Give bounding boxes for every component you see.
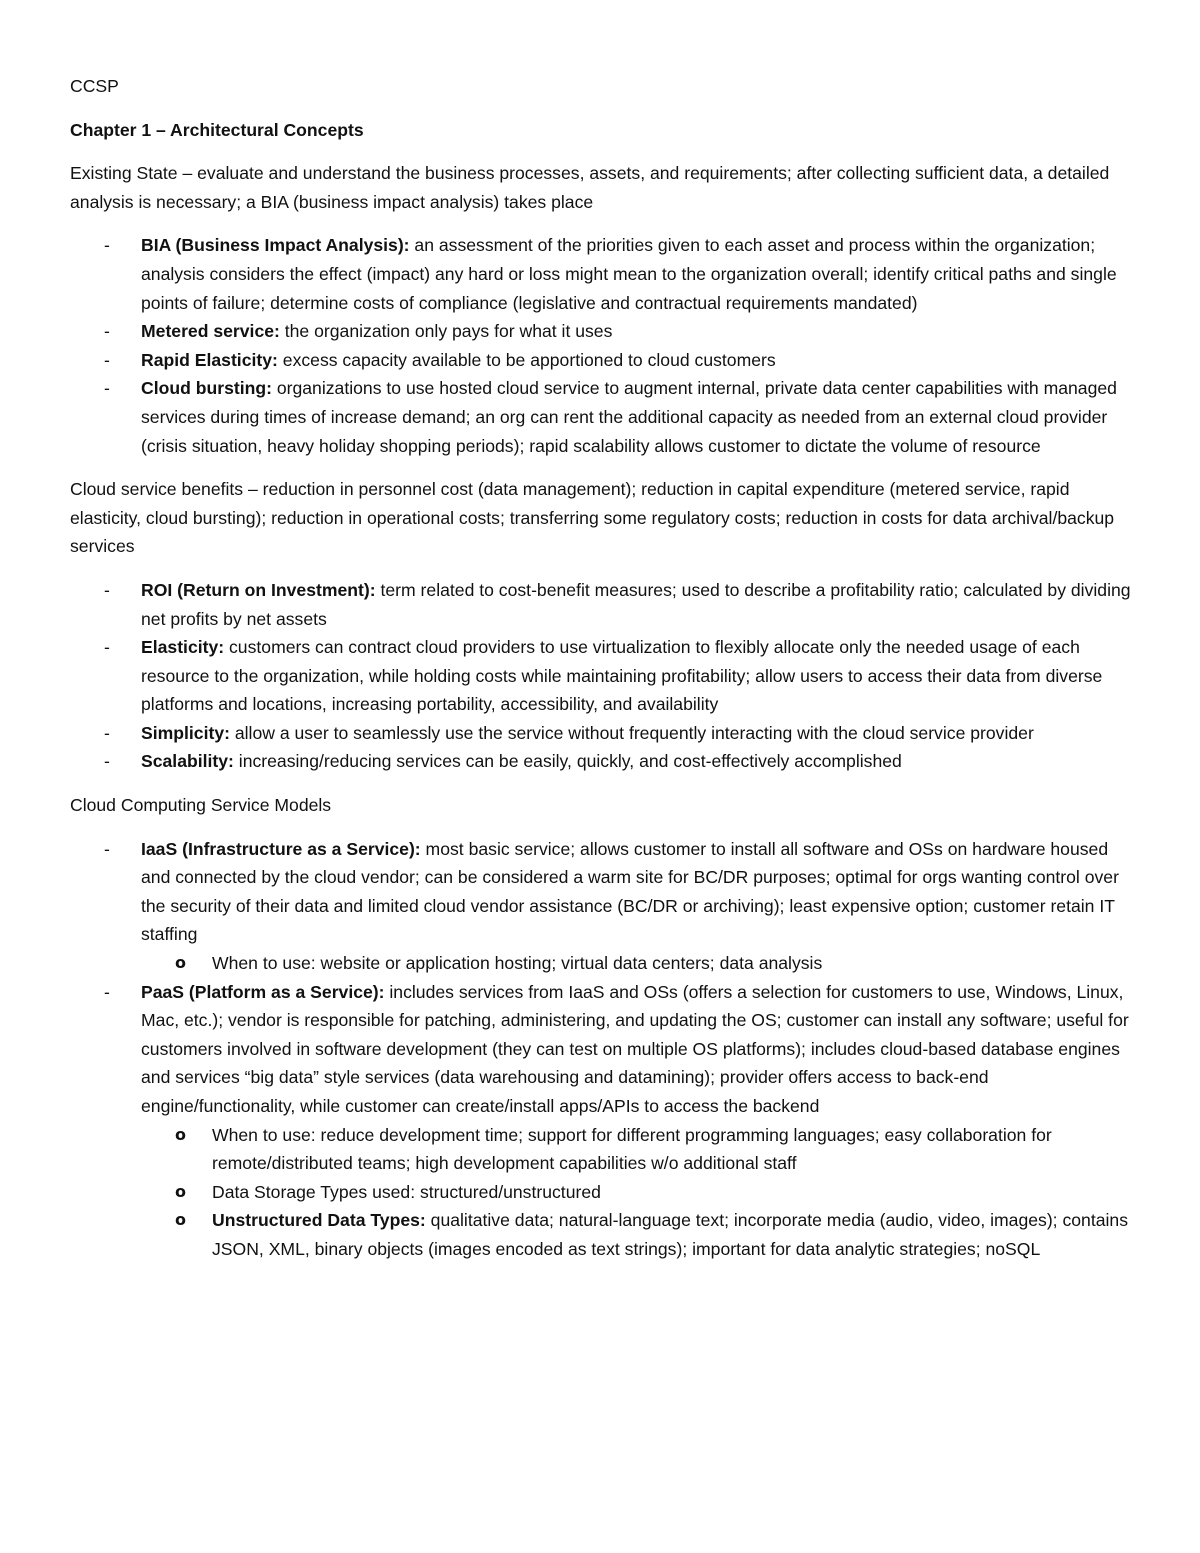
term-label: Elasticity: (141, 637, 225, 658)
sub-list (141, 949, 1132, 978)
dash-marker: - (104, 235, 110, 256)
dash-marker: - (104, 981, 110, 1002)
term-description: most basic service; allows customer to install all software and OSs on hardware housed and connected by the cloud vendor; can be considered a warm site for BC/DR purposes; optimal for orgs wanting control over the security of their data and limited cloud vendor assistance (BC/DR or archiving); least expensive option; customer retain IT staffing (141, 838, 1119, 945)
benefits-list (70, 576, 1132, 776)
sub-list (141, 1121, 1132, 1264)
term-description: customers can contract cloud providers to use virtualization to flexibly allocate only the needed usage of each resource to the organization, while holding costs while maintaining profitability; allow users to access their data from diverse platforms and locations, increasing portability, accessibility, and availability (141, 637, 1103, 715)
term-description: When to use: reduce development time; support for different programming languages; easy collaboration for remote/distributed teams; high development capabilities w/o additional staff (212, 1124, 1052, 1174)
term-label: Cloud bursting: (141, 378, 272, 399)
term-description: excess capacity available to be apportioned to cloud customers (277, 349, 776, 370)
sub-list-item (141, 1206, 1132, 1263)
term-label: PaaS (Platform as a Service): (141, 981, 385, 1002)
circle-bullet-marker: o (175, 1210, 186, 1230)
term-description: the organization only pays for what it uses (279, 321, 613, 342)
term-label: Scalability: (141, 751, 234, 772)
existing-state-list (70, 231, 1132, 460)
term-description: allow a user to seamlessly use the service without frequently interacting with the cloud service provider (229, 722, 1034, 743)
sub-list-item (141, 1121, 1132, 1178)
term-label: BIA (Business Impact Analysis): (141, 235, 410, 256)
existing-state-paragraph: Existing State – evaluate and understand the business processes, assets, and requirements; after collecting sufficient data, a detailed analysis is necessary; a BIA (business impact analysis) takes place (70, 163, 1110, 212)
list-item (70, 317, 1132, 346)
list-item (70, 633, 1132, 719)
sub-list-item (141, 1178, 1132, 1207)
list-item (70, 231, 1132, 317)
term-label: IaaS (Infrastructure as a Service): (141, 838, 421, 859)
document-title: CCSP (70, 76, 119, 96)
list-item (70, 719, 1132, 748)
list-item (70, 346, 1132, 375)
term-label: Simplicity: (141, 722, 230, 743)
service-models-list (70, 835, 1132, 1264)
list-item (70, 374, 1132, 460)
dash-marker: - (104, 838, 110, 859)
term-description: qualitative data; natural-language text; incorporate media (audio, video, images); contains JSON, XML, binary objects (images encoded as text strings); important for data analytic strategies; noSQL (212, 1210, 1128, 1259)
term-description: an assessment of the priorities given to each asset and process within the organization; analysis considers the effect (impact) any hard or loss might mean to the organization overall; identify critical paths and single points of failure; determine costs of compliance (legislative and contractual requirements mandated) (141, 235, 1117, 313)
document-page (70, 72, 1132, 1279)
service-models-heading: Cloud Computing Service Models (70, 795, 332, 816)
dash-marker: - (104, 321, 110, 342)
dash-marker: - (104, 579, 110, 600)
term-description: includes services from IaaS and OSs (offers a selection for customers to use, Windows, Linux, Mac, etc.); vendor is responsible for patching, administering, and updating the OS; customer can install any software; useful for customers involved in software development (they can test on multiple OS platforms); includes cloud-based database engines and services “big data” style services (data warehousing and datamining); provider offers access to back-end engine/functionality, while customer can create/install apps/APIs to access the backend (141, 981, 1129, 1116)
term-description: organizations to use hosted cloud service to augment internal, private data center capabilities with managed services during times of increase demand; an org can rent the additional capacity as needed from an external cloud provider (crisis situation, heavy holiday shopping periods); rapid scalability allows customer to dictate the volume of resource (141, 378, 1117, 456)
dash-marker: - (104, 751, 110, 772)
dash-marker: - (104, 378, 110, 399)
dash-marker: - (104, 722, 110, 743)
sub-list-item (141, 949, 1132, 978)
list-item (70, 978, 1132, 1264)
benefits-paragraph: Cloud service benefits – reduction in personnel cost (data management); reduction in capital expenditure (metered service, rapid elasticity, cloud bursting); reduction in operational costs; transferring some regulatory costs; reduction in costs for data archival/backup services (70, 479, 1115, 557)
term-description: When to use: website or application hosting; virtual data centers; data analysis (212, 953, 823, 974)
dash-marker: - (104, 637, 110, 658)
list-item (70, 835, 1132, 978)
circle-bullet-marker: o (175, 1181, 186, 1201)
term-description: increasing/reducing services can be easily, quickly, and cost-effectively accomplished (233, 751, 902, 772)
term-description: Data Storage Types used: structured/unstructured (212, 1181, 601, 1202)
list-item (70, 747, 1132, 776)
chapter-title: Chapter 1 – Architectural Concepts (70, 119, 364, 140)
term-label: Metered service: (141, 321, 280, 342)
dash-marker: - (104, 349, 110, 370)
term-label: ROI (Return on Investment): (141, 579, 376, 600)
term-label: Unstructured Data Types: (212, 1210, 426, 1231)
list-item (70, 576, 1132, 633)
circle-bullet-marker: o (175, 1124, 186, 1144)
circle-bullet-marker: o (175, 953, 186, 973)
term-label: Rapid Elasticity: (141, 349, 278, 370)
term-description: term related to cost-benefit measures; used to describe a profitability ratio; calculated by dividing net profits by net assets (141, 579, 1131, 629)
